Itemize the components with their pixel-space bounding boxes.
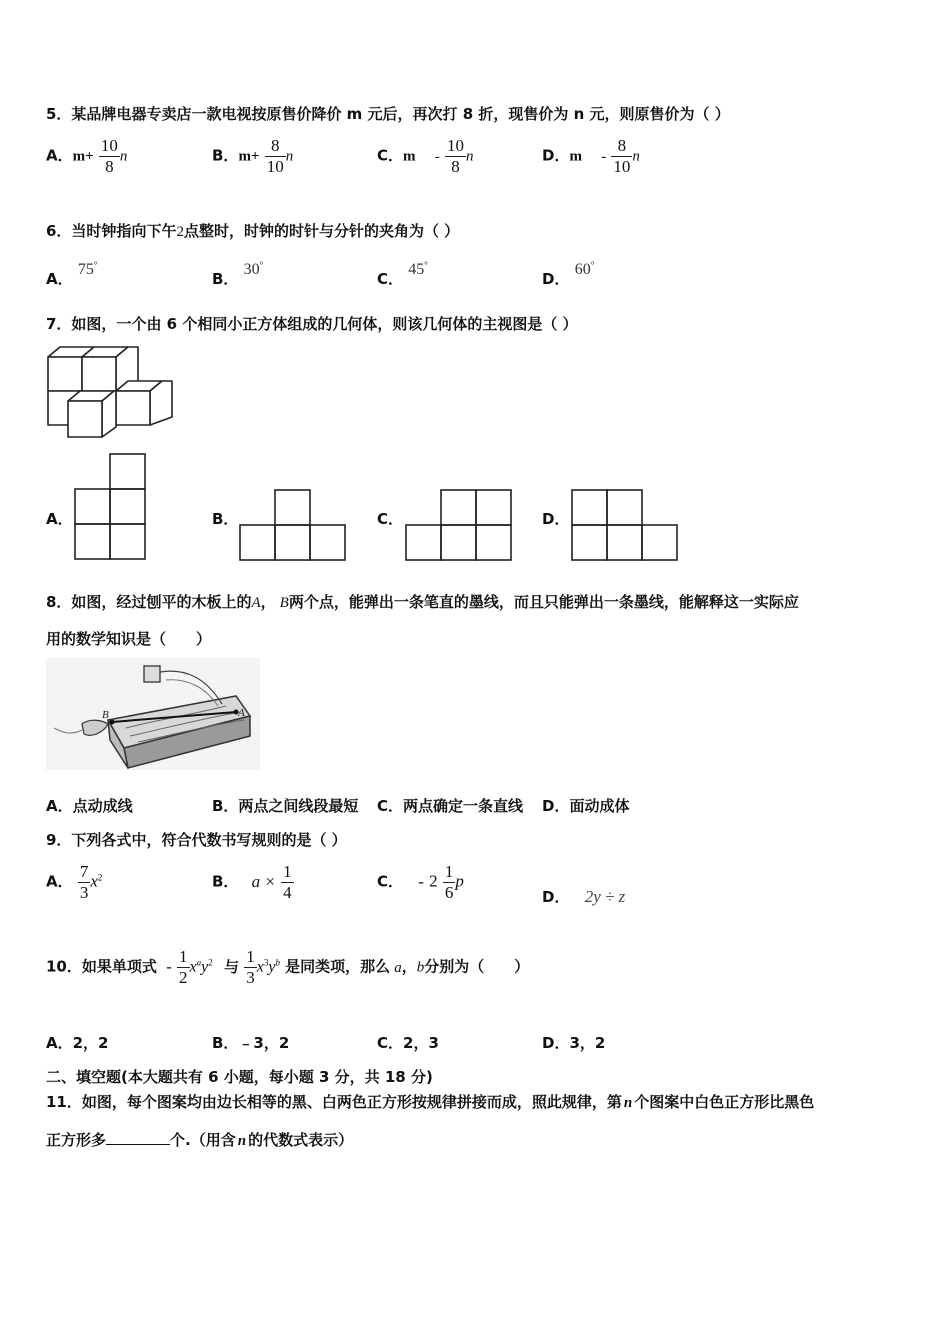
q5-option-c: C．m - $\frac{10}{8}$ n — [377, 136, 474, 176]
q5-option-d: D．m - $\frac{8}{10}$ n — [542, 136, 640, 176]
q8-figure-label-a: A — [238, 707, 245, 719]
q6-option-a: A． 75° — [46, 260, 98, 288]
q8-woodboard-figure — [46, 658, 260, 770]
q8-stem-line2: 用的数学知识是（ ） — [46, 630, 212, 648]
q11-stem-line2: 正方形多 个.（用含 n 的代数式表示） — [46, 1131, 354, 1149]
q8-option-c: C．两点确定一条直线 — [377, 797, 524, 815]
q10-stem: 10．如果单项式 - $\frac{1}{2}$ $x^ay^2$ 与 $\frac{1}{3}$ $x^3y^b$ 是同类项，那么 a，b分别为（ ） — [46, 947, 530, 987]
q10-option-a: A．2，2 — [46, 1034, 109, 1052]
q9-option-d: D． 2y ÷ z — [542, 887, 626, 906]
q9-option-c: C． - 2 $\frac{1}{6}$ p — [377, 862, 464, 902]
q7-cube-figure — [44, 344, 176, 442]
q6-stem: 6．当时钟指向下午2点整时，时钟的时针与分针的夹角为（ ） — [46, 222, 460, 240]
q5-option-a: A．m+ $\frac{10}{8}$ n — [46, 136, 128, 176]
q8-option-b: B．两点之间线段最短 — [212, 797, 359, 815]
q11-stem-line1: 11．如图，每个图案均由边长相等的黑、白两色正方形按规律拼接而成，照此规律，第 n 个图案中白色正方形比黑色 — [46, 1093, 815, 1111]
q9-stem: 9．下列各式中，符合代数书写规则的是（ ） — [46, 831, 347, 849]
q5-stem: 5．某品牌电器专卖店一款电视按原售价降价 m 元后，再次打 8 折，现售价为 n 元，则原售价为（ ） — [46, 105, 730, 123]
q7-option-a-label: A． — [46, 510, 73, 528]
q6-option-b: B． 30° — [212, 260, 264, 288]
q10-option-c: C．2，3 — [377, 1034, 439, 1052]
q9-option-a: A． $\frac{7}{3}$ $x^2$ — [46, 862, 103, 902]
q7-stem: 7．如图，一个由 6 个相同小正方体组成的几何体，则该几何体的主视图是（ ） — [46, 315, 578, 333]
q10-option-d: D．3，2 — [542, 1034, 606, 1052]
q7-option-a-figure — [72, 452, 148, 562]
q5-option-b: B．m+ $\frac{8}{10}$ n — [212, 136, 294, 176]
q7-option-c-label: C． — [377, 510, 404, 528]
q7-option-c-figure — [403, 488, 515, 562]
q6-option-c: C． 45° — [377, 260, 428, 288]
q6-option-d: D． 60° — [542, 260, 595, 288]
q9-option-b: B． a × $\frac{1}{4}$ — [212, 862, 292, 902]
q7-option-d-label: D． — [542, 510, 570, 528]
q7-option-b-figure — [237, 488, 349, 562]
section2-title: 二、填空题(本大题共有 6 小题，每小题 3 分，共 18 分) — [46, 1068, 433, 1086]
q7-option-d-figure — [569, 488, 681, 562]
q10-option-b: B．﹣3，2 — [212, 1034, 290, 1052]
q8-option-d: D．面动成体 — [542, 797, 630, 815]
q11-answer-blank[interactable] — [106, 1130, 170, 1145]
q7-option-b-label: B． — [212, 510, 239, 528]
q8-figure-label-b: B — [102, 709, 109, 721]
q8-stem-line1: 8．如图，经过刨平的木板上的A， B两个点，能弹出一条笔直的墨线，而且只能弹出一条墨线，能解释这一实际应 — [46, 593, 799, 611]
q8-option-a: A．点动成线 — [46, 797, 133, 815]
